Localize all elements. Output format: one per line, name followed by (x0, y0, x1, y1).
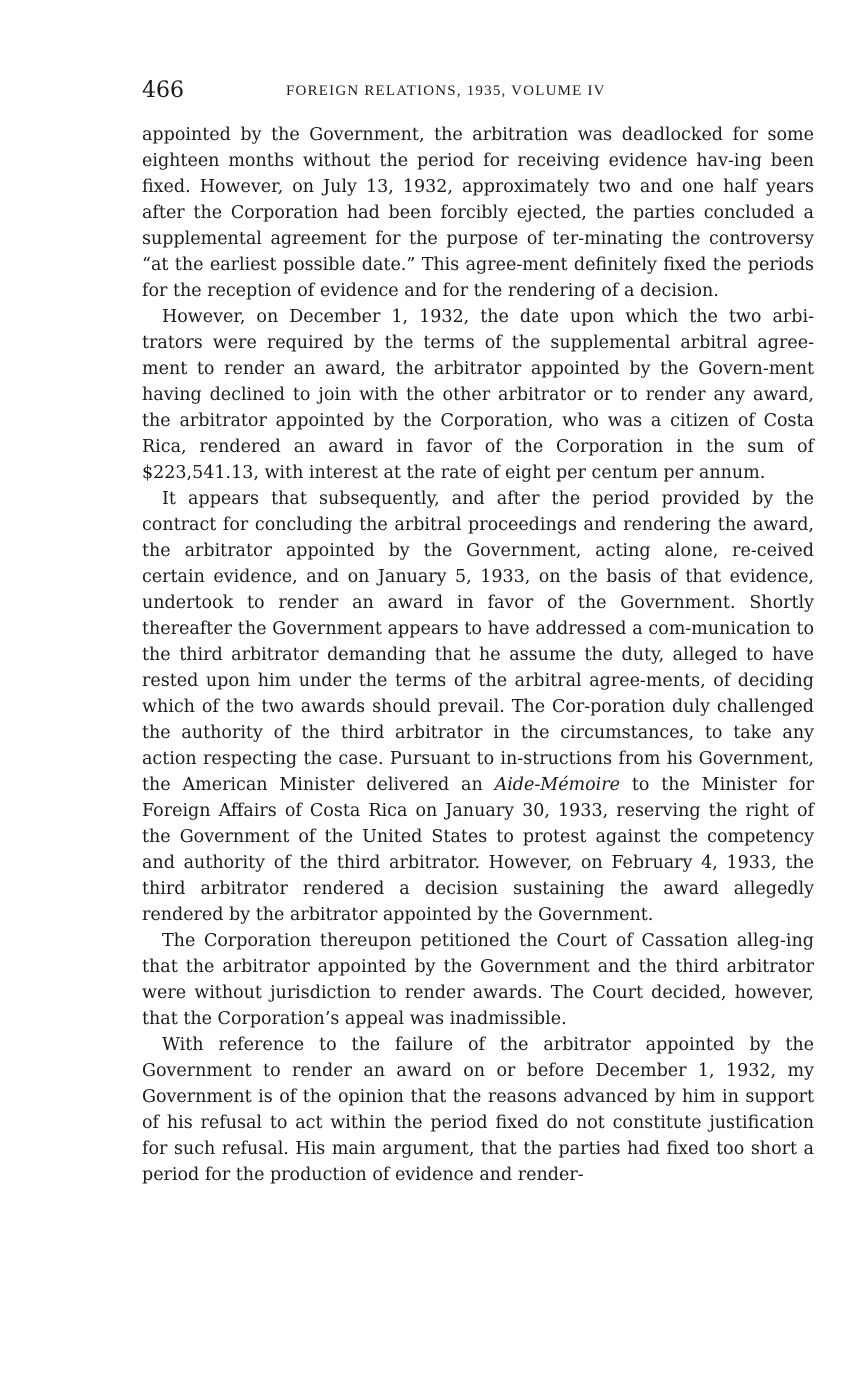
paragraph-1: appointed by the Government, the arbitration was deadlocked for some eighteen months without the period for receiving evidence hav-ing been fixed. However, on July 13, 1932, approximately two and one half years after the Corporation had been forcibly ejected, the parties concluded a supplemental agreement for the purpose of ter-minating the controversy “at the earliest possible date.” This agree-ment definitely fixed the periods for the reception of evidence and for the rendering of a decision. (142, 125, 814, 301)
page-number: 466 (142, 78, 184, 103)
paragraph-3-text-before: It appears that subsequently, and after the period provided by the contract for concluding the arbitral proceedings and rendering the award, the arbitrator appointed by the Government, acting alone, re-ceived certain evidence, and on January 5, 1933, on the basis of that evidence, undertook to render an award in favor of the Government. Shortly thereafter the Government appears to have addressed a com-munication to the third arbitrator demanding that he assume the duty, alleged to have rested upon him under the terms of the arbitral agree-ments, of deciding which of the two awards should prevail. The Cor-poration duly challenged the authority of the third arbitrator in the circumstances, to take any action respecting the case. Pursuant to in-structions from his Government, the American Minister delivered an (142, 489, 814, 795)
page-header (142, 78, 812, 108)
document-body (142, 122, 814, 1188)
paragraph-4: The Corporation thereupon petitioned the Court of Cassation alleg-ing that the arbitrator appointed by the Government and the third arbitrator were without jurisdiction to render awards. The Court decided, however, that the Corporation’s appeal was inadmissible. (142, 931, 814, 1029)
aide-memoire-italic: Aide-Mémoire (494, 775, 620, 795)
paragraph-3 (142, 486, 814, 928)
running-title: FOREIGN RELATIONS, 1935, VOLUME IV (286, 83, 606, 99)
paragraph-5: With reference to the failure of the arbitrator appointed by the Government to render an award on or before December 1, 1932, my Government is of the opinion that the reasons advanced by him in support of his refusal to act within the period fixed do not constitute justification for such refusal. His main argument, that the parties had fixed too short a period for the production of evidence and render- (142, 1035, 814, 1185)
paragraph-3-text-after: to the Minister for Foreign Affairs of Costa Rica on January 30, 1933, reserving the right of the Government of the United States to protest against the competency and authority of the third arbitrator. However, on February 4, 1933, the third arbitrator rendered a decision sustaining the award allegedly rendered by the arbitrator appointed by the Government. (142, 775, 814, 925)
paragraph-2: However, on December 1, 1932, the date upon which the two arbi-trators were required by the terms of the supplemental arbitral agree-ment to render an award, the arbitrator appointed by the Govern-ment having declined to join with the other arbitrator or to render any award, the arbitrator appointed by the Corporation, who was a citizen of Costa Rica, rendered an award in favor of the Corporation in the sum of $223,541.13, with interest at the rate of eight per centum per annum. (142, 307, 814, 483)
